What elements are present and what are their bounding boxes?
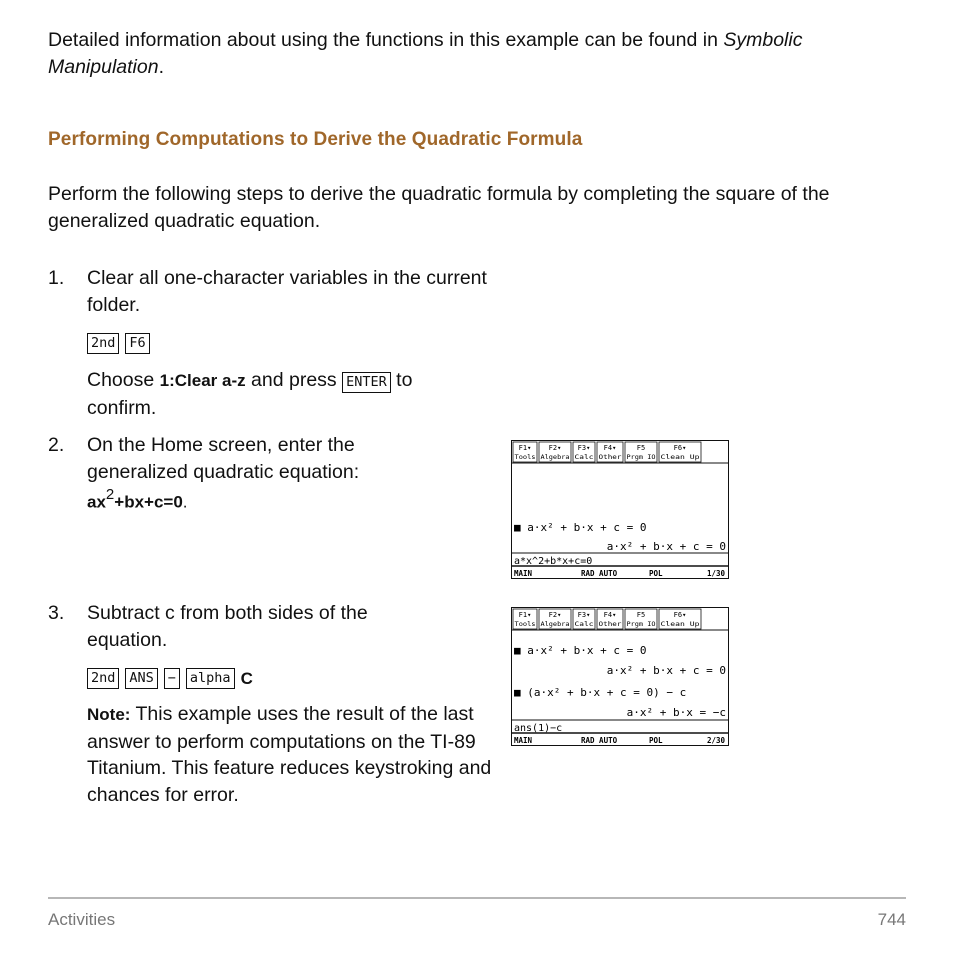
calculator-screen-1	[511, 440, 729, 579]
symbolic-manipulation-reference: Symbolic Manipulation	[48, 29, 803, 78]
calc-history-entry: ■ a·x² + b·x + c = 0	[514, 644, 647, 657]
status-mode: RAD AUTO	[581, 569, 618, 578]
step-3-keys	[87, 668, 253, 689]
calc-menu-label: Calc	[574, 620, 594, 628]
instructions-paragraph: Perform the following steps to derive the quadratic formula by completing the square of the generalized quadratic equation.	[48, 183, 830, 232]
key-f6: F6	[125, 333, 149, 354]
calc-toolbar-tab[interactable]	[573, 609, 595, 629]
calc-toolbar	[512, 609, 728, 630]
key-minus: −	[164, 668, 180, 689]
step-2-text: On the Home screen, enter the generalized quadratic equation:	[87, 434, 360, 483]
page-number: 744	[877, 910, 906, 929]
calc-menu-label: Prgm IO	[626, 453, 656, 461]
calc-toolbar-tab[interactable]	[625, 609, 657, 629]
status-mode: RAD AUTO	[581, 736, 618, 745]
calc-toolbar-tab[interactable]	[513, 442, 537, 462]
choose-prefix: Choose	[87, 369, 160, 391]
calc-fkey-label: F6▾	[673, 611, 687, 619]
eq-part2: +bx+c=0	[114, 492, 183, 512]
footer-section: Activities	[48, 910, 116, 929]
calc-screen-1-svg	[511, 440, 729, 579]
calc-fkey-label: F1▾	[518, 444, 532, 452]
calc-menu-label: Clean Up	[660, 453, 700, 461]
calc-toolbar-tab[interactable]	[659, 609, 701, 629]
note-text: This example uses the result of the last answer to perform computations on the TI-89 Titanium. This feature reduces keystroking and chances for error.	[87, 703, 492, 806]
calc-menu-label: Other	[598, 620, 622, 628]
status-folder: MAIN	[514, 736, 533, 745]
key-ans: ANS	[125, 668, 157, 689]
calc-history-result: a·x² + b·x = −c	[626, 706, 726, 719]
calc-fkey-label: F1▾	[518, 611, 532, 619]
step-1-text: Clear all one-character variables in the current folder.	[87, 267, 487, 316]
calc-fkey-label: F5	[636, 611, 646, 619]
calc-toolbar-tab[interactable]	[597, 442, 623, 462]
key-2nd: 2nd	[87, 333, 119, 354]
status-count: 1/30	[706, 569, 725, 578]
calc-entry-line: a*x^2+b*x+c=0	[514, 556, 593, 567]
calc-toolbar-tab[interactable]	[513, 609, 537, 629]
key-enter: ENTER	[342, 372, 391, 393]
choose-mid: and press	[245, 369, 343, 391]
key-letter-c: C	[240, 668, 253, 688]
key-alpha: alpha	[186, 668, 235, 689]
calc-history-entry: ■ (a·x² + b·x + c = 0) − c	[514, 686, 687, 699]
calc-toolbar-tab[interactable]	[597, 609, 623, 629]
status-graph: POL	[649, 569, 663, 578]
step-1-keys	[87, 333, 150, 354]
eq-period: .	[182, 492, 188, 512]
calc-fkey-label: F4▾	[603, 611, 617, 619]
step-1-choose	[87, 367, 477, 421]
note-label: Note:	[87, 705, 131, 724]
calc-toolbar	[512, 442, 728, 463]
calc-menu-label: Other	[598, 453, 622, 461]
calc-fkey-label: F5	[636, 444, 646, 452]
step-3-text: Subtract c from both sides of the equation.	[87, 602, 368, 651]
step-3-note	[87, 701, 492, 808]
calc-screen-2-svg	[511, 607, 729, 746]
calc-menu-label: Algebra	[540, 620, 570, 628]
calc-toolbar-tab[interactable]	[625, 442, 657, 462]
intro-paragraph	[48, 27, 918, 80]
calc-entry-line: ans(1)−c	[514, 723, 563, 734]
status-folder: MAIN	[514, 569, 533, 578]
calculator-screen-2	[511, 607, 729, 746]
calc-toolbar-tab[interactable]	[539, 609, 571, 629]
calc-menu-label: Prgm IO	[626, 620, 656, 628]
calc-fkey-label: F3▾	[577, 444, 591, 452]
eq-exponent: 2	[105, 486, 115, 503]
calc-menu-label: Tools	[514, 620, 536, 628]
calc-menu-label: Calc	[574, 453, 594, 461]
calc-fkey-label: F4▾	[603, 444, 617, 452]
footer-rule	[48, 897, 906, 899]
status-count: 2/30	[706, 736, 725, 745]
step-2-number: 2.	[48, 434, 65, 456]
step-1-number: 1.	[48, 267, 65, 289]
choose-suffix: to confirm.	[87, 369, 413, 419]
menu-item-clear-a-z: 1:Clear a-z	[159, 371, 246, 390]
calc-history-entry: ■ a·x² + b·x + c = 0	[514, 521, 647, 534]
calc-toolbar-tab[interactable]	[573, 442, 595, 462]
calc-history-result: a·x² + b·x + c = 0	[606, 540, 726, 553]
calc-toolbar-tab[interactable]	[659, 442, 701, 462]
calc-fkey-label: F6▾	[673, 444, 687, 452]
key-2nd: 2nd	[87, 668, 119, 689]
intro-text: Detailed information about using the functions in this example can be found in	[48, 29, 724, 51]
intro-period: .	[158, 55, 164, 78]
calc-history-result: a·x² + b·x + c = 0	[606, 664, 726, 677]
calc-menu-label: Tools	[514, 453, 536, 461]
step-3-number: 3.	[48, 602, 65, 624]
calc-fkey-label: F2▾	[548, 611, 562, 619]
calc-toolbar-tab[interactable]	[539, 442, 571, 462]
status-graph: POL	[649, 736, 663, 745]
section-heading: Performing Computations to Derive the Quadratic Formula	[48, 129, 583, 150]
calc-menu-label: Algebra	[540, 453, 570, 461]
calc-menu-label: Clean Up	[660, 620, 700, 628]
step-2-equation	[87, 488, 188, 513]
calc-fkey-label: F3▾	[577, 611, 591, 619]
eq-part1: ax	[87, 492, 106, 512]
calc-fkey-label: F2▾	[548, 444, 562, 452]
